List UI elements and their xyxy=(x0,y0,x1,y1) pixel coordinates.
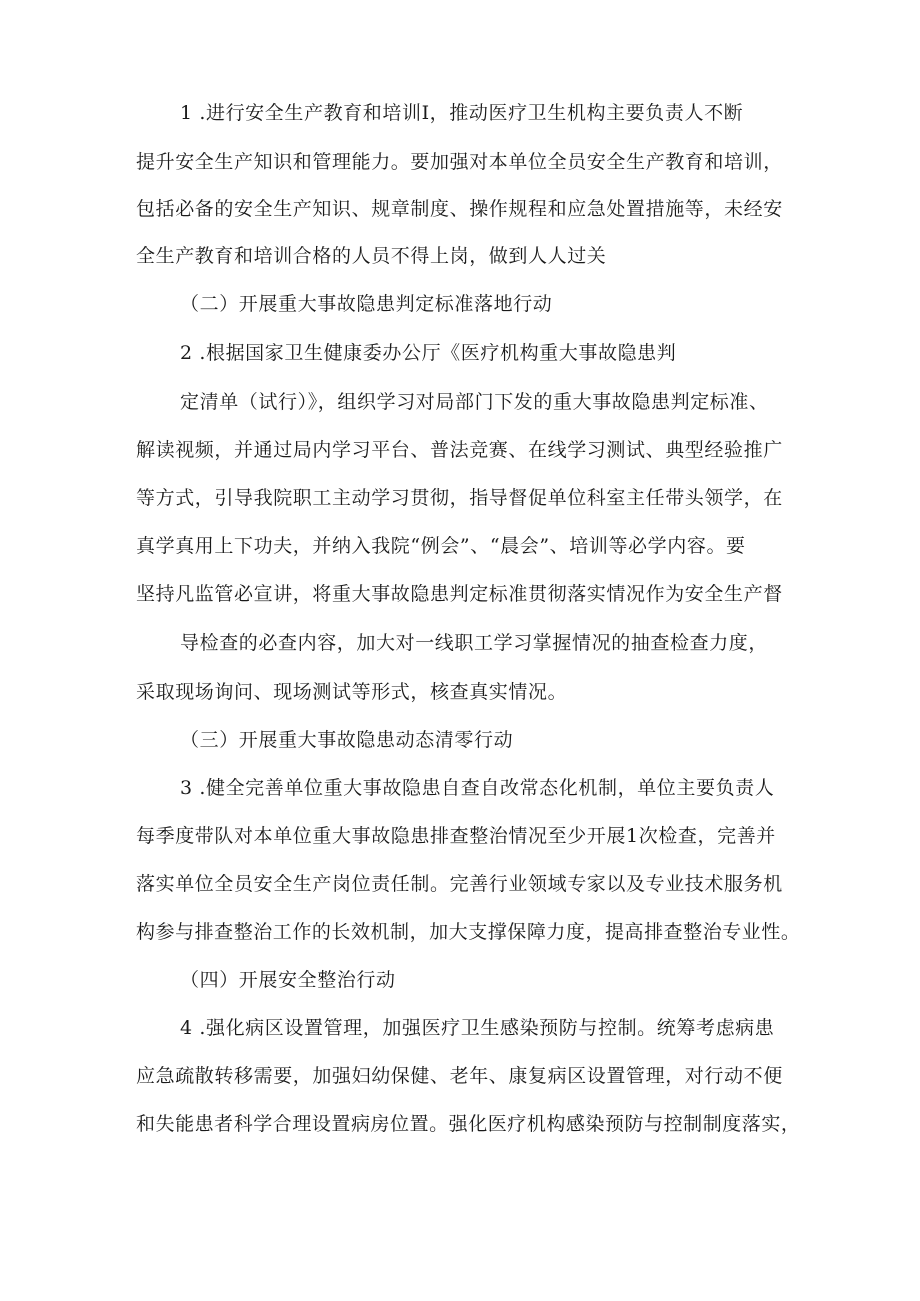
paragraph-4-line-2: 应急疏散转移需要，加强妇幼保健、老年、康复病区设置管理，对行动不便 xyxy=(136,1065,783,1087)
paragraph-3-line-4: 构参与排查整治工作的长效机制，加大支撑保障力度，提高排查整治专业性。 xyxy=(136,921,801,943)
paragraph-1-line-4: 全生产教育和培训合格的人员不得上岗，做到人人过关 xyxy=(136,245,607,267)
paragraph-2-line-1: 2 .根据国家卫生健康委办公厅《医疗机构重大事故隐患判 xyxy=(180,342,677,364)
paragraph-2-line-2: 定清单（试行）》，组织学习对局部门下发的重大事故隐患判定标准、 xyxy=(180,391,769,413)
paragraph-2-line-8: 采取现场询问、现场测试等形式，核查真实情况。 xyxy=(136,681,568,703)
paragraph-2-line-5: 真学真用上下功夫，并纳入我院“例会”、“晨会”、培训等必学内容。要 xyxy=(136,535,746,557)
paragraph-1-line-1: 1 .进行安全生产教育和培训I，推动医疗卫生机构主要负责人不断 xyxy=(180,102,744,124)
paragraph-2-line-3: 解读视频，并通过局内学习平台、普法竞赛、在线学习测试、典型经验推广 xyxy=(136,439,783,461)
section-heading-2: （二）开展重大事故隐患判定标准落地行动 xyxy=(180,293,553,315)
paragraph-3-line-1: 3 .健全完善单位重大事故隐患自查自改常态化机制，单位主要负责人 xyxy=(180,777,775,799)
section-heading-4: （四）开展安全整治行动 xyxy=(180,969,396,991)
paragraph-3-line-2: 每季度带队对本单位重大事故隐患排查整治情况至少开展1次检查，完善并 xyxy=(136,825,776,847)
paragraph-3-line-3: 落实单位全员安全生产岗位责任制。完善行业领域专家以及专业技术服务机 xyxy=(136,873,783,895)
paragraph-4-line-3: 和失能患者科学合理设置病房位置。强化医疗机构感染预防与控制制度落实， xyxy=(136,1113,801,1135)
paragraph-4-line-1: 4 .强化病区设置管理，加强医疗卫生感染预防与控制。统筹考虑病患 xyxy=(180,1017,775,1039)
paragraph-2-line-6: 坚持凡监管必宣讲，将重大事故隐患判定标准贯彻落实情况作为安全生产督 xyxy=(136,583,783,605)
paragraph-2-line-7: 导检查的必查内容，加大对一线职工学习掌握情况的抽查检查力度， xyxy=(180,632,769,654)
paragraph-1-line-2: 提升安全生产知识和管理能力。要加强对本单位全员安全生产教育和培训， xyxy=(136,151,783,173)
section-heading-3: （三）开展重大事故隐患动态清零行动 xyxy=(180,729,514,751)
paragraph-1-line-3: 包括必备的安全生产知识、规章制度、操作规程和应急处置措施等，未经安 xyxy=(136,198,783,220)
paragraph-2-line-4: 等方式，引导我院职工主动学习贯彻，指导督促单位科室主任带头领学，在 xyxy=(136,487,783,509)
